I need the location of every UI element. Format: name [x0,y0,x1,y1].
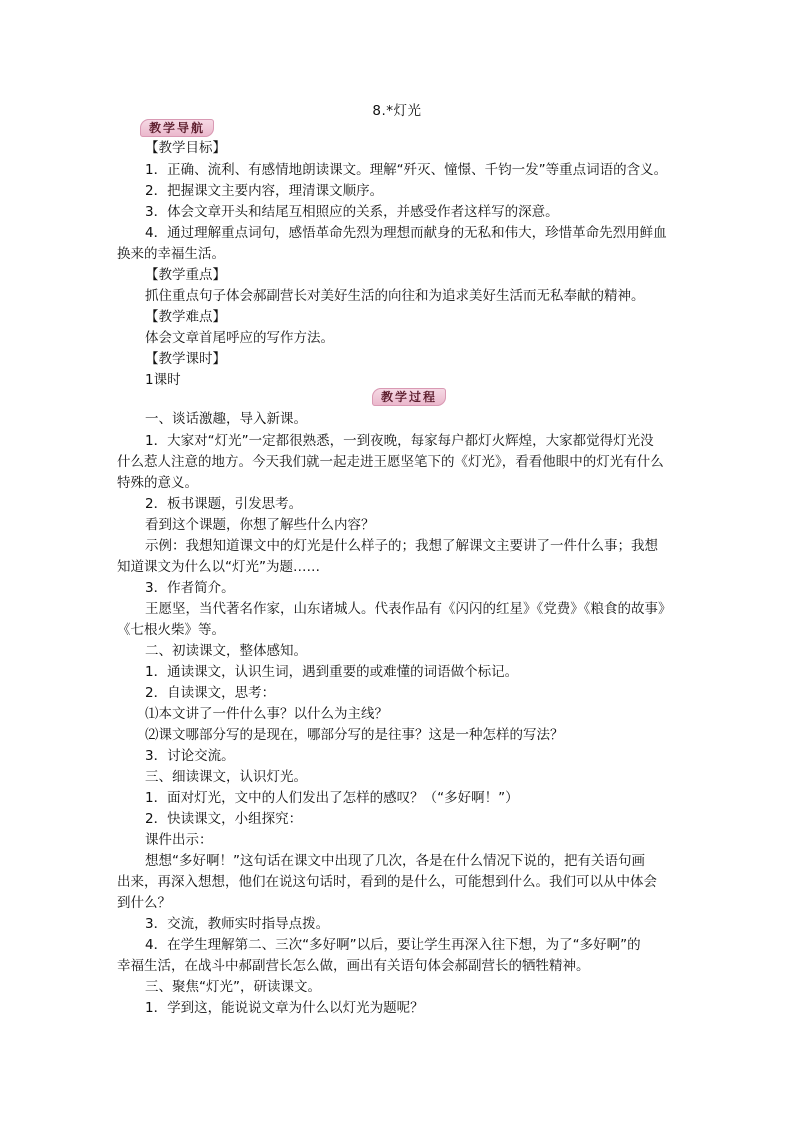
paragraph-line: 想想“多好啊！”这句话在课文中出现了几次，各是在什么情况下说的，把有关语句画 [145,853,645,869]
paragraph-line: 1．通读课文，认识生词，遇到重要的或难懂的词语做个标记。 [145,664,519,680]
section-heading: 三、聚焦“灯光”，研读课文。 [145,979,321,995]
goal-item: 3．体会文章开头和结尾互相照应的关系，并感受作者这样写的深意。 [145,204,559,220]
paragraph-line: 示例：我想知道课文中的灯光是什么样子的；我想了解课文主要讲了一件什么事；我想 [145,538,658,554]
paragraph-line: 2．自读课文，思考： [145,685,276,701]
difficult-points-text: 体会文章首尾呼应的写作方法。 [145,330,334,346]
paragraph-line: 课件出示： [145,832,213,848]
lesson-title: 8.*灯光 [372,103,422,119]
goal-item: 1．正确、流利、有感情地朗读课文。理解“歼灭、憧憬、千钧一发”等重点词语的含义。 [145,162,668,178]
paragraph-line: 3．讨论交流。 [145,748,235,764]
paragraph-line: ⑵课文哪部分写的是现在，哪部分写的是往事？这是一种怎样的写法？ [145,727,564,743]
heading-difficult-points: 【教学难点】 [145,309,226,325]
goal-item: 4．通过理解重点词句，感悟革命先烈为理想而献身的无私和伟大，珍惜革命先烈用鲜血 [145,225,667,241]
heading-key-points: 【教学重点】 [145,267,226,283]
paragraph-line: 2．板书课题，引发思考。 [145,496,303,512]
paragraph-line: 知道课文为什么以“灯光”为题…… [117,559,320,575]
paragraph-line: 看到这个课题，你想了解些什么内容？ [145,517,375,533]
heading-class-hours: 【教学课时】 [145,351,226,367]
heading-teaching-goals: 【教学目标】 [145,140,226,156]
paragraph-line: 幸福生活，在战斗中郝副营长怎么做，画出有关语句体会郝副营长的牺牲精神。 [117,958,590,974]
section-heading: 二、初读课文，整体感知。 [145,643,307,659]
paragraph-line: 1．大家对“灯光”一定都很熟悉，一到夜晚，每家每户都灯火辉煌，大家都觉得灯光没 [145,433,654,449]
paragraph-line: ⑴本文讲了一件什么事？以什么为主线？ [145,706,388,722]
section-heading: 一、谈话激趣，导入新课。 [145,411,307,427]
paragraph-line: 2．快读课文，小组探究： [145,811,303,827]
paragraph-line: 1．学到这，能说说文章为什么以灯光为题呢？ [145,1000,424,1016]
paragraph-line: 1．面对灯光，文中的人们发出了怎样的感叹？（“多好啊！”） [145,790,519,806]
section-heading: 三、细读课文，认识灯光。 [145,769,307,785]
goal-item-continued: 换来的幸福生活。 [117,246,225,262]
paragraph-line: 4．在学生理解第二、三次“多好啊”以后，要让学生再深入往下想，为了“多好啊”的 [145,937,641,953]
teaching-process-badge: 教学过程 [372,388,446,406]
teaching-guide-badge: 教学导航 [140,119,214,137]
paragraph-line: 3．作者简介。 [145,580,235,596]
paragraph-line: 《七根火柴》等。 [117,622,225,638]
goal-item: 2．把握课文主要内容，理清课文顺序。 [145,183,384,199]
paragraph-line: 王愿坚，当代著名作家，山东诸城人。代表作品有《闪闪的红星》《党费》《粮食的故事》 [145,601,672,617]
paragraph-line: 特殊的意义。 [117,475,198,491]
key-points-text: 抓住重点句子体会郝副营长对美好生活的向往和为追求美好生活而无私奉献的精神。 [145,288,645,304]
paragraph-line: 出来，再深入想想，他们在说这句话时，看到的是什么，可能想到什么。我们可以从中体会 [117,874,657,890]
class-hours-text: 1课时 [145,372,181,388]
paragraph-line: 什么惹人注意的地方。今天我们就一起走进王愿坚笔下的《灯光》，看看他眼中的灯光有什么 [117,454,664,470]
paragraph-line: 到什么？ [117,895,171,911]
paragraph-line: 3．交流，教师实时指导点拨。 [145,916,330,932]
